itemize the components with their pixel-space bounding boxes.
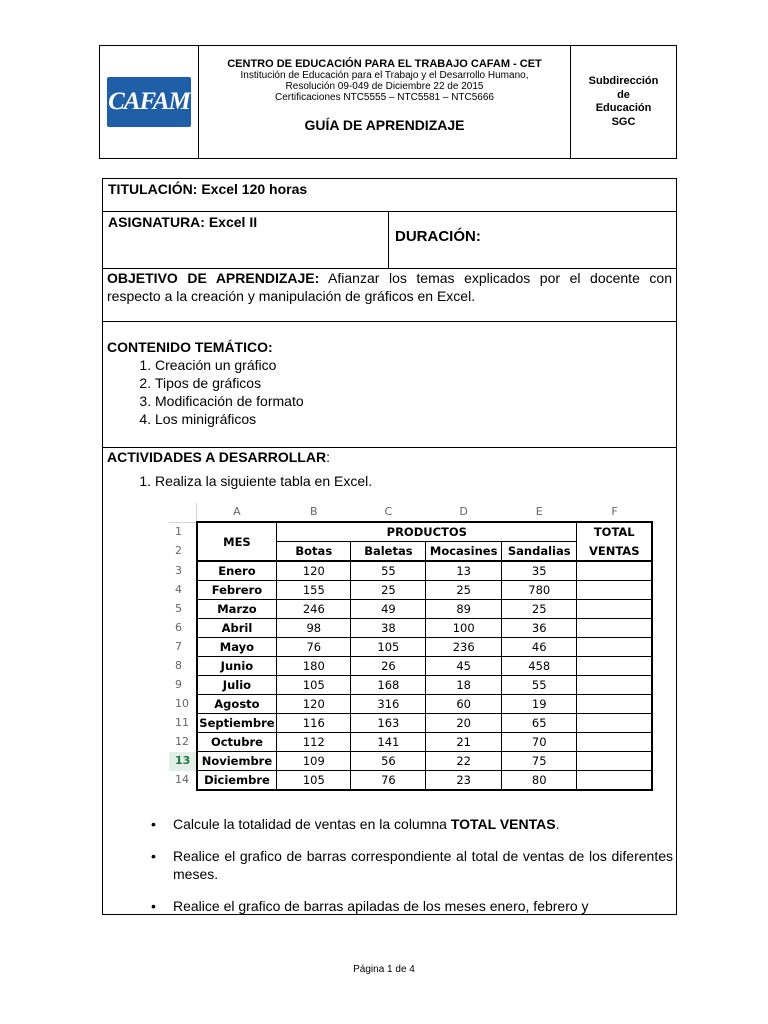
row-number: 10	[169, 695, 197, 714]
sheet-row	[169, 600, 652, 619]
column-letter: E	[502, 503, 577, 522]
total-header: TOTAL	[577, 522, 652, 542]
header-right-line: de	[617, 88, 630, 101]
total-ventas-cell	[577, 581, 652, 600]
value-cell: 55	[351, 561, 426, 581]
value-cell: 89	[426, 600, 502, 619]
column-letter: D	[426, 503, 502, 522]
sheet-row	[169, 771, 652, 791]
sheet-row	[169, 657, 652, 676]
value-cell: 120	[277, 695, 351, 714]
product-header: Mocasines	[426, 542, 502, 562]
value-cell: 116	[277, 714, 351, 733]
asignatura-text: ASIGNATURA: Excel II	[108, 214, 258, 230]
value-cell: 76	[351, 771, 426, 791]
guide-title: GUÍA DE APRENDIZAJE	[304, 117, 465, 133]
sheet-row	[169, 676, 652, 695]
value-cell: 13	[426, 561, 502, 581]
month-cell: Enero	[197, 561, 277, 581]
actividad-item: 1. Realiza la siguiente tabla en Excel.	[155, 472, 672, 490]
bullet1-bold: TOTAL VENTAS	[450, 816, 556, 832]
month-cell: Abril	[197, 619, 277, 638]
row-number: 8	[169, 657, 197, 676]
row-number: 3	[169, 561, 197, 581]
objetivo-row	[103, 269, 676, 322]
value-cell: 780	[502, 581, 577, 600]
product-header: Sandalias	[502, 542, 577, 562]
bullet-grafico-barras	[173, 847, 673, 883]
row-number: 4	[169, 581, 197, 600]
cafam-logo	[107, 77, 191, 127]
productos-header: PRODUCTOS	[277, 522, 577, 542]
product-header: Baletas	[351, 542, 426, 562]
guide-body	[102, 178, 677, 915]
header-center	[199, 46, 571, 158]
row-number: 12	[169, 733, 197, 752]
row-number: 14	[169, 771, 197, 791]
row-number: 11	[169, 714, 197, 733]
excel-sheet-image	[169, 503, 653, 803]
corner-cell	[169, 503, 197, 522]
asignatura-cell	[103, 212, 389, 268]
month-cell: Marzo	[197, 600, 277, 619]
objetivo-label: OBJETIVO DE APRENDIZAJE:	[107, 270, 320, 286]
value-cell: 105	[277, 771, 351, 791]
value-cell: 56	[351, 752, 426, 771]
total-ventas-cell	[577, 676, 652, 695]
total-ventas-cell	[577, 752, 652, 771]
contenido-row	[103, 322, 676, 448]
total-ventas-cell	[577, 714, 652, 733]
row-number: 5	[169, 600, 197, 619]
bullet1-pre: Calcule la totalidad de ventas en la columna	[173, 816, 451, 832]
column-letter: B	[277, 503, 351, 522]
row-number: 1	[169, 522, 197, 542]
value-cell: 163	[351, 714, 426, 733]
objetivo-text: Afianzar los temas explicados por el docente con respecto a la creación y manipulación de gráficos en Excel.	[107, 270, 672, 304]
actividades-colon: :	[326, 449, 330, 465]
sheet-row	[169, 638, 652, 657]
header-title: CENTRO DE EDUCACIÓN PARA EL TRABAJO CAFAM - CET	[227, 58, 542, 70]
duracion-text: DURACIÓN:	[395, 228, 481, 245]
header-right-line: Educación	[595, 102, 652, 114]
bullet1-post: .	[555, 816, 560, 832]
contenido-item: 2. Tipos de gráficos	[155, 374, 672, 392]
value-cell: 20	[426, 714, 502, 733]
value-cell: 25	[426, 581, 502, 600]
row-number: 13	[169, 752, 197, 771]
contenido-item: 1. Creación un gráfico	[155, 356, 672, 374]
value-cell: 180	[277, 657, 351, 676]
value-cell: 45	[426, 657, 502, 676]
actividades-list	[107, 472, 672, 490]
row-number: 7	[169, 638, 197, 657]
value-cell: 98	[277, 619, 351, 638]
value-cell: 70	[502, 733, 577, 752]
value-cell: 55	[502, 676, 577, 695]
sheet-row	[169, 752, 652, 771]
total-ventas-cell	[577, 771, 652, 791]
value-cell: 35	[502, 561, 577, 581]
value-cell: 168	[351, 676, 426, 695]
total-ventas-cell	[577, 561, 652, 581]
header-right	[571, 46, 676, 158]
bullet-barras-apiladas	[173, 897, 673, 915]
value-cell: 141	[351, 733, 426, 752]
value-cell: 22	[426, 752, 502, 771]
value-cell: 75	[502, 752, 577, 771]
titulacion-text: TITULACIÓN: Excel 120 horas	[108, 181, 308, 197]
value-cell: 109	[277, 752, 351, 771]
document-header	[99, 45, 677, 159]
value-cell: 49	[351, 600, 426, 619]
row-number: 9	[169, 676, 197, 695]
value-cell: 236	[426, 638, 502, 657]
value-cell: 26	[351, 657, 426, 676]
sheet-row	[169, 522, 652, 542]
logo-cell	[100, 46, 199, 158]
total-ventas-cell	[577, 619, 652, 638]
value-cell: 80	[502, 771, 577, 791]
value-cell: 246	[277, 600, 351, 619]
titulacion-row	[103, 179, 676, 212]
value-cell: 316	[351, 695, 426, 714]
month-cell: Octubre	[197, 733, 277, 752]
value-cell: 76	[277, 638, 351, 657]
sheet-row	[169, 581, 652, 600]
column-header-row	[169, 503, 652, 522]
sheet-row	[169, 619, 652, 638]
value-cell: 100	[426, 619, 502, 638]
sheet-row	[169, 695, 652, 714]
sheet-row	[169, 733, 652, 752]
header-right-line: Subdirección	[588, 75, 659, 87]
month-cell: Noviembre	[197, 752, 277, 771]
asignatura-row	[103, 212, 676, 269]
value-cell: 25	[502, 600, 577, 619]
bullet3-text: Realice el grafico de barras apiladas de los meses enero, febrero y	[173, 898, 589, 914]
actividades-label: ACTIVIDADES A DESARROLLAR	[107, 449, 327, 465]
row-number: 2	[169, 542, 197, 562]
value-cell: 155	[277, 581, 351, 600]
sheet-row	[169, 714, 652, 733]
row-number: 6	[169, 619, 197, 638]
column-letter: F	[577, 503, 652, 522]
month-cell: Febrero	[197, 581, 277, 600]
month-cell: Agosto	[197, 695, 277, 714]
month-cell: Septiembre	[197, 714, 277, 733]
value-cell: 23	[426, 771, 502, 791]
contenido-list	[107, 356, 672, 428]
bullet2-text: Realice el grafico de barras correspondiente al total de ventas de los diferentes meses.	[173, 848, 673, 882]
logo-text: CAFAM	[108, 88, 190, 115]
month-cell: Junio	[197, 657, 277, 676]
column-letter: A	[197, 503, 277, 522]
total-ventas-cell	[577, 695, 652, 714]
actividades-row	[103, 448, 676, 914]
bullet-total-ventas	[173, 815, 673, 833]
header-line1: Institución de Educación para el Trabajo y el Desarrollo Humano,	[240, 70, 529, 81]
value-cell: 38	[351, 619, 426, 638]
header-right-line: SGC	[611, 115, 636, 128]
value-cell: 36	[502, 619, 577, 638]
value-cell: 65	[502, 714, 577, 733]
total-ventas-cell	[577, 638, 652, 657]
ventas-header: VENTAS	[577, 542, 652, 562]
contenido-item: 4. Los minigráficos	[155, 410, 672, 428]
page-footer: Página 1 de 4	[353, 964, 415, 975]
contenido-item: 3. Modificación de formato	[155, 392, 672, 410]
sheet-row	[169, 561, 652, 581]
month-cell: Mayo	[197, 638, 277, 657]
value-cell: 46	[502, 638, 577, 657]
month-cell: Diciembre	[197, 771, 277, 791]
value-cell: 458	[502, 657, 577, 676]
value-cell: 120	[277, 561, 351, 581]
value-cell: 25	[351, 581, 426, 600]
product-header: Botas	[277, 542, 351, 562]
value-cell: 19	[502, 695, 577, 714]
value-cell: 18	[426, 676, 502, 695]
value-cell: 105	[351, 638, 426, 657]
value-cell: 105	[277, 676, 351, 695]
value-cell: 21	[426, 733, 502, 752]
header-line3: Certificaciones NTC5555 – NTC5581 – NTC5666	[275, 92, 494, 103]
total-ventas-cell	[577, 657, 652, 676]
value-cell: 112	[277, 733, 351, 752]
column-letter: C	[351, 503, 426, 522]
mes-header: MES	[197, 522, 277, 561]
value-cell: 60	[426, 695, 502, 714]
header-line2: Resolución 09-049 de Diciembre 22 de 2015	[285, 81, 484, 92]
month-cell: Julio	[197, 676, 277, 695]
total-ventas-cell	[577, 733, 652, 752]
contenido-label: CONTENIDO TEMÁTICO:	[107, 339, 273, 355]
total-ventas-cell	[577, 600, 652, 619]
